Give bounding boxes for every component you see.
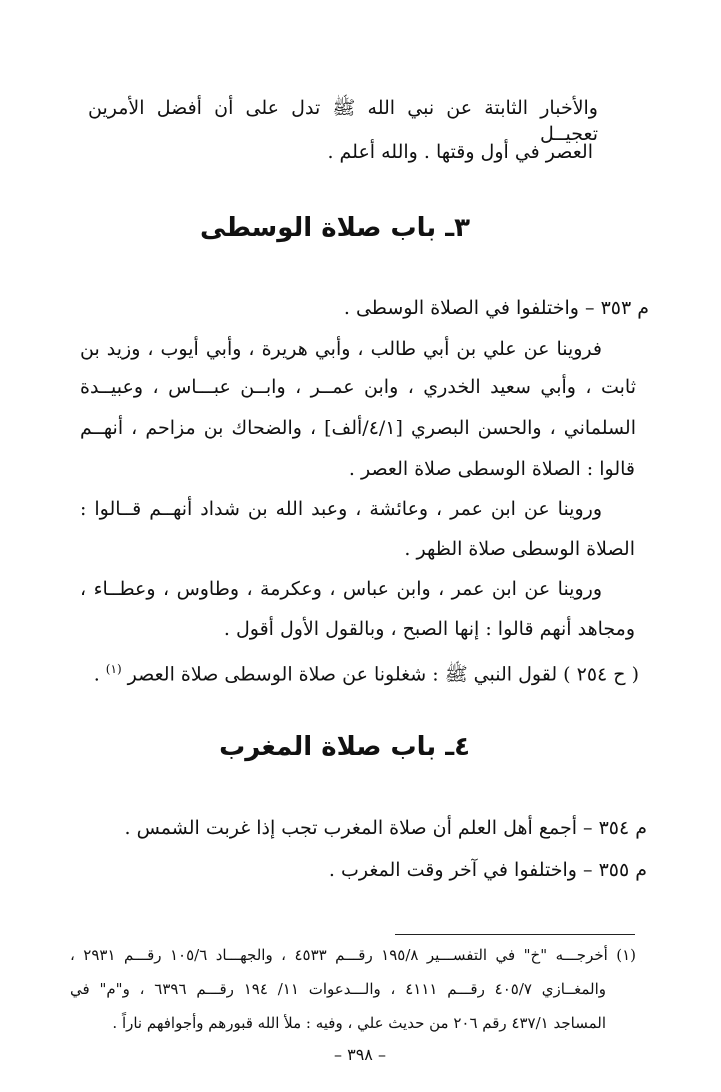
masala-353-line-7: الصلاة الوسطى صلاة الظهر . [404, 538, 635, 560]
masala-354-line: م ٣٥٤ – أجمع أهل العلم أن صلاة المغرب تجب إذا غربت الشمس . [124, 817, 647, 839]
intro-line-2: العصر في أول وقتها . والله أعلم . [327, 141, 593, 163]
footnote-line-1: (١) أخرجـــه "خ" في التفســـير ١٩٥/٨ رقـــم ٤٥٣٣ ، والجهـــاد ١٠٥/٦ رقـــم ٢٩٣١ ، [70, 946, 636, 964]
masala-355-line: م ٣٥٥ – واختلفوا في آخر وقت المغرب . [328, 859, 647, 881]
section-heading-wusta: ٣ـ باب صلاة الوسطى [200, 213, 470, 243]
footnote-line-2: والمغــازي ٤٠٥/٧ رقـــم ٤١١١ ، والـــدعوات ١١/ ١٩٤ رقـــم ٦٣٩٦ ، و"م" في [70, 980, 606, 998]
masala-353-line-6: وروينا عن ابن عمر ، وعائشة ، وعبد الله بن شداد أنهــم قــالوا : [80, 498, 602, 520]
masala-353-line-8: وروينا عن ابن عمر ، وابن عباس ، وعكرمة ، وطاوس ، وعطــاء ، [80, 578, 602, 600]
page-number: – ٣٩٨ – [334, 1045, 386, 1064]
intro-line-1: والأخبار الثابتة عن نبي الله ﷺ تدل على أن أفضل الأمرين تعجيــل [88, 97, 598, 145]
masala-353-line-9: ومجاهد أنهم قالوا : إنها الصبح ، وبالقول الأول أقول . [223, 618, 635, 640]
masala-353-line-5: قالوا : الصلاة الوسطى صلاة العصر . [348, 458, 635, 480]
hadith-254-end: . [93, 663, 100, 686]
footnote-line-3: المساجد ٤٣٧/١ رقم ٢٠٦ من حديث علي ، وفيه : ملأ الله قبورهم وأجوافهم ناراً . [112, 1014, 606, 1032]
footnote-marker: (١) [105, 662, 122, 676]
masala-353-line-4: السلماني ، والحسن البصري [٤/١/ألف] ، والضحاك بن مزاحم ، أنهــم [80, 417, 636, 439]
section-heading-maghrib: ٤ـ باب صلاة المغرب [219, 732, 470, 762]
footnote-separator [395, 934, 635, 935]
masala-353-line-2: فروينا عن علي بن أبي طالب ، وأبي هريرة ، وأبي أيوب ، وزيد بن [80, 338, 602, 360]
masala-353-line-1: م ٣٥٣ – واختلفوا في الصلاة الوسطى . [343, 297, 649, 319]
masala-353-line-3: ثابت ، وأبي سعيد الخدري ، وابن عمــر ، وابــن عبـــاس ، وعبيــدة [80, 376, 636, 398]
hadith-254-line [94, 656, 639, 687]
hadith-254-text: ( ح ٢٥٤ ) لقول النبي ﷺ : شغلونا عن صلاة الوسطى صلاة العصر [127, 663, 639, 686]
